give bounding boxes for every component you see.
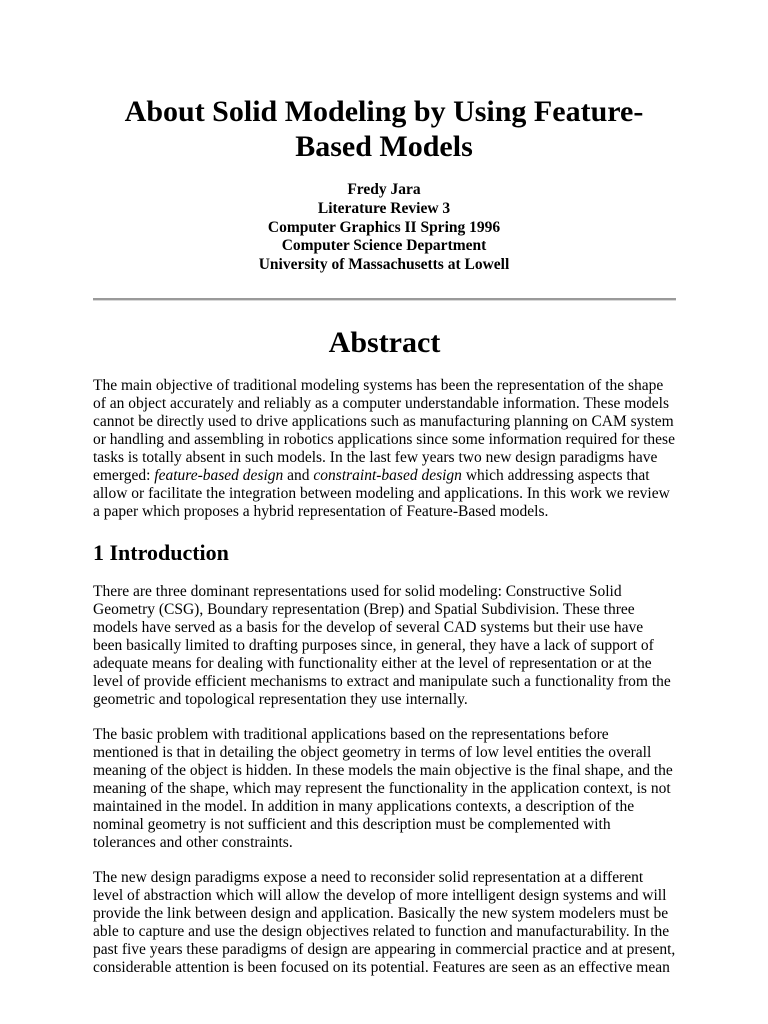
abstract-line: or handling and assembling in robotics applications since some information required for these [93,431,675,448]
paragraph-line: The basic problem with traditional applications based on the representations before [93,726,609,743]
author-line-review: Literature Review 3 [317,199,451,217]
introduction-paragraph-1 [93,583,693,709]
abstract-emphasis-feature-based: feature-based design [154,467,284,484]
paragraph-line: geometric and topological representation they use internally. [93,691,468,708]
paragraph-line: models have served as a basis for the develop of several CAD systems but their use have [93,619,644,636]
document-title [60,94,708,164]
abstract-paragraph [93,377,693,521]
paragraph-line: tolerances and other constraints. [93,834,293,851]
paragraph-line: able to capture and use the design objectives related to function and manufacturability. In the [93,923,670,940]
paragraph-line: meaning of the shape, which may represent the functionality in the application context, is not [93,780,671,797]
section-heading-introduction: 1 Introduction [93,540,229,565]
author-line-department: Computer Science Department [281,237,487,255]
introduction-paragraph-2 [93,726,693,852]
author-line-university: University of Massachusetts at Lowell [258,256,510,274]
horizontal-rule [93,298,676,301]
title-line-1: About Solid Modeling by Using Feature- [124,95,644,128]
paragraph-line: been basically limited to drafting purposes since, in general, they have a lack of support of [93,637,654,654]
author-block [60,181,708,275]
paragraph-line: level of provide efficient mechanisms to extract and manipulate such a functionality from the [93,673,671,690]
abstract-line: The main objective of traditional modeling systems has been the representation of the shape [93,377,664,394]
abstract-emphasis-constraint-based: constraint-based design [313,467,462,484]
paragraph-line: meaning of the object is hidden. In these models the main objective is the final shape, and the [93,762,673,779]
abstract-line: tasks is totally absent in such models. In the last few years two new design paradigms have [93,449,658,466]
paragraph-line: considerable attention is been focused on its potential. Features are seen as an effective mean [93,959,670,976]
paragraph-line: level of abstraction which will allow the develop of more intelligent design systems and will [93,887,667,904]
abstract-text: which addressing aspects that [461,467,650,484]
author-line-course: Computer Graphics II Spring 1996 [267,218,501,236]
abstract-line: cannot be directly used to drive applications such as manufacturing planning on CAM system [93,413,674,430]
paragraph-line: nominal geometry is not sufficient and this description must be complemented with [93,816,611,833]
paragraph-line: maintained in the model. In addition in many applications contexts, a description of the [93,798,635,815]
abstract-line [93,467,693,485]
abstract-line: of an object accurately and reliably as a computer understandable information. These models [93,395,670,412]
abstract-text: emerged: [93,467,155,484]
paragraph-line: Geometry (CSG), Boundary representation (Brep) and Spatial Subdivision. These three [93,601,635,618]
paragraph-line: The new design paradigms expose a need to reconsider solid representation at a different [93,869,644,886]
author-name: Fredy Jara [347,181,421,198]
paragraph-line: past five years these paradigms of design are appearing in commercial practice and at present, [93,941,676,958]
abstract-heading: Abstract [328,326,441,359]
paragraph-line: There are three dominant representations used for solid modeling: Constructive Solid [93,583,622,600]
abstract-line: allow or facilitate the integration between modeling and applications. In this work we review [93,485,670,502]
introduction-paragraph-3 [93,869,693,977]
paragraph-line: mentioned is that in detailing the object geometry in terms of low level entities the overall [93,744,652,761]
abstract-line: a paper which proposes a hybrid representation of Feature-Based models. [93,503,549,520]
paragraph-line: provide the link between design and application. Basically the new system modelers must be [93,905,669,922]
abstract-text: and [283,467,314,484]
paragraph-line: adequate means for dealing with functionality either at the level of representation or at the [93,655,652,672]
title-line-2: Based Models [295,130,473,163]
